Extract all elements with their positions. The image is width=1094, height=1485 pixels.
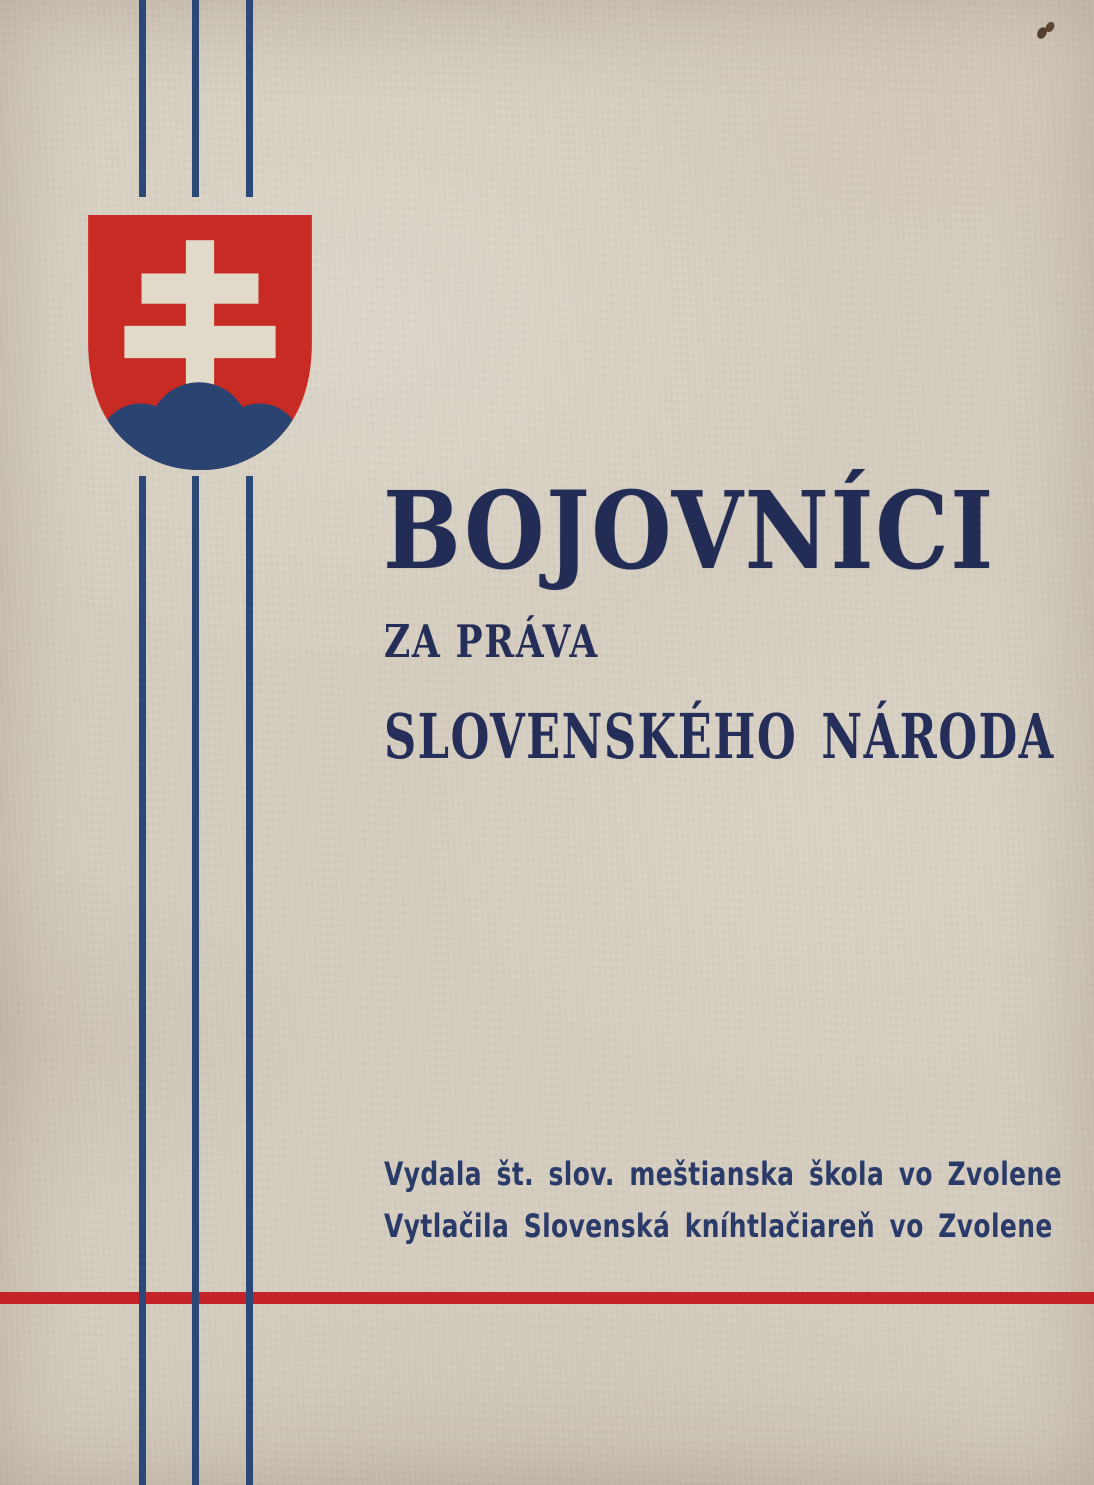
ink-speck bbox=[1034, 18, 1060, 42]
vertical-rule-2-bottom bbox=[192, 476, 199, 1485]
vertical-rule-1-bottom bbox=[139, 476, 146, 1485]
vertical-rule-3-bottom bbox=[246, 476, 253, 1485]
vertical-rule-2-top bbox=[192, 0, 199, 197]
vertical-rule-3-top bbox=[246, 0, 253, 197]
vertical-rule-1-top bbox=[139, 0, 146, 197]
subtitle-line-2: SLOVENSKÉHO NÁRODA bbox=[384, 700, 1055, 773]
imprint-line-1: Vydala št. slov. meštianska škola vo Zvolene bbox=[384, 1155, 1062, 1193]
horizontal-red-rule bbox=[0, 1292, 1094, 1304]
imprint-line-2: Vytlačila Slovenská kníhtlačiareň vo Zvolene bbox=[384, 1207, 1053, 1245]
subtitle-line-1: ZA PRÁVA bbox=[384, 615, 599, 668]
page-title: BOJOVNÍCI bbox=[383, 469, 996, 594]
slovak-coat-of-arms-icon bbox=[88, 215, 312, 470]
